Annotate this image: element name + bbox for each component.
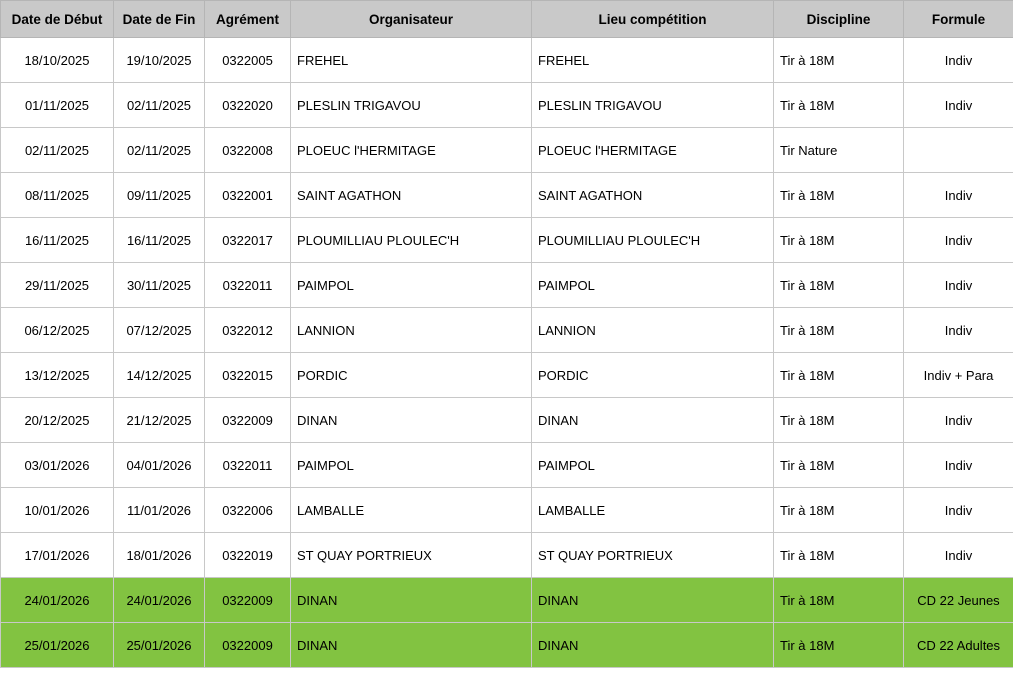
- cell-formule: Indiv: [904, 443, 1013, 488]
- table-row[interactable]: [1, 263, 1013, 308]
- table-row[interactable]: [1, 398, 1013, 443]
- cell-discipline: Tir à 18M: [774, 308, 904, 353]
- cell-agrement: 0322020: [205, 83, 291, 128]
- cell-agrement: 0322019: [205, 533, 291, 578]
- table-row[interactable]: [1, 623, 1013, 668]
- cell-date_debut: 06/12/2025: [1, 308, 114, 353]
- cell-date_debut: 01/11/2025: [1, 83, 114, 128]
- table-row[interactable]: [1, 218, 1013, 263]
- cell-organisateur: DINAN: [291, 398, 532, 443]
- column-header-discipline[interactable]: Discipline: [774, 1, 904, 38]
- table-body: [1, 38, 1013, 668]
- cell-date_fin: 04/01/2026: [114, 443, 205, 488]
- cell-organisateur: ST QUAY PORTRIEUX: [291, 533, 532, 578]
- cell-lieu: PLOEUC l'HERMITAGE: [532, 128, 774, 173]
- cell-agrement: 0322017: [205, 218, 291, 263]
- table-header-row: [1, 1, 1013, 38]
- table-row[interactable]: [1, 38, 1013, 83]
- cell-agrement: 0322009: [205, 578, 291, 623]
- cell-lieu: PLESLIN TRIGAVOU: [532, 83, 774, 128]
- cell-organisateur: LANNION: [291, 308, 532, 353]
- cell-agrement: 0322005: [205, 38, 291, 83]
- cell-agrement: 0322012: [205, 308, 291, 353]
- table-row[interactable]: [1, 488, 1013, 533]
- table-row[interactable]: [1, 308, 1013, 353]
- table-row[interactable]: [1, 83, 1013, 128]
- cell-date_fin: 24/01/2026: [114, 578, 205, 623]
- cell-agrement: 0322006: [205, 488, 291, 533]
- cell-discipline: Tir à 18M: [774, 623, 904, 668]
- cell-date_debut: 29/11/2025: [1, 263, 114, 308]
- cell-formule: [904, 128, 1013, 173]
- cell-date_debut: 20/12/2025: [1, 398, 114, 443]
- cell-discipline: Tir à 18M: [774, 398, 904, 443]
- cell-formule: Indiv: [904, 533, 1013, 578]
- cell-lieu: PAIMPOL: [532, 263, 774, 308]
- cell-date_fin: 02/11/2025: [114, 83, 205, 128]
- cell-date_fin: 07/12/2025: [114, 308, 205, 353]
- cell-date_debut: 17/01/2026: [1, 533, 114, 578]
- cell-formule: Indiv: [904, 218, 1013, 263]
- cell-lieu: PLOUMILLIAU PLOULEC'H: [532, 218, 774, 263]
- cell-organisateur: SAINT AGATHON: [291, 173, 532, 218]
- cell-agrement: 0322008: [205, 128, 291, 173]
- cell-date_fin: 18/01/2026: [114, 533, 205, 578]
- cell-date_debut: 25/01/2026: [1, 623, 114, 668]
- cell-organisateur: LAMBALLE: [291, 488, 532, 533]
- cell-formule: CD 22 Adultes: [904, 623, 1013, 668]
- column-header-organisateur[interactable]: Organisateur: [291, 1, 532, 38]
- cell-discipline: Tir à 18M: [774, 263, 904, 308]
- cell-discipline: Tir à 18M: [774, 38, 904, 83]
- table-header: [1, 1, 1013, 38]
- cell-lieu: DINAN: [532, 578, 774, 623]
- cell-discipline: Tir à 18M: [774, 533, 904, 578]
- column-header-date-fin[interactable]: Date de Fin: [114, 1, 205, 38]
- cell-formule: Indiv: [904, 263, 1013, 308]
- cell-discipline: Tir à 18M: [774, 578, 904, 623]
- cell-discipline: Tir à 18M: [774, 488, 904, 533]
- cell-lieu: SAINT AGATHON: [532, 173, 774, 218]
- cell-agrement: 0322009: [205, 623, 291, 668]
- cell-date_fin: 11/01/2026: [114, 488, 205, 533]
- column-header-formule[interactable]: Formule: [904, 1, 1013, 38]
- cell-lieu: FREHEL: [532, 38, 774, 83]
- cell-date_fin: 02/11/2025: [114, 128, 205, 173]
- cell-discipline: Tir à 18M: [774, 83, 904, 128]
- cell-date_debut: 03/01/2026: [1, 443, 114, 488]
- cell-date_fin: 30/11/2025: [114, 263, 205, 308]
- table-row[interactable]: [1, 173, 1013, 218]
- cell-lieu: LANNION: [532, 308, 774, 353]
- cell-organisateur: PLOEUC l'HERMITAGE: [291, 128, 532, 173]
- cell-organisateur: PORDIC: [291, 353, 532, 398]
- cell-date_debut: 18/10/2025: [1, 38, 114, 83]
- cell-date_fin: 14/12/2025: [114, 353, 205, 398]
- cell-agrement: 0322015: [205, 353, 291, 398]
- cell-date_debut: 10/01/2026: [1, 488, 114, 533]
- cell-organisateur: PLOUMILLIAU PLOULEC'H: [291, 218, 532, 263]
- cell-date_fin: 25/01/2026: [114, 623, 205, 668]
- cell-formule: Indiv: [904, 83, 1013, 128]
- table-row[interactable]: [1, 578, 1013, 623]
- cell-organisateur: DINAN: [291, 623, 532, 668]
- cell-date_fin: 21/12/2025: [114, 398, 205, 443]
- cell-lieu: ST QUAY PORTRIEUX: [532, 533, 774, 578]
- cell-lieu: PORDIC: [532, 353, 774, 398]
- cell-agrement: 0322011: [205, 263, 291, 308]
- cell-discipline: Tir à 18M: [774, 353, 904, 398]
- cell-date_debut: 13/12/2025: [1, 353, 114, 398]
- cell-discipline: Tir à 18M: [774, 443, 904, 488]
- cell-formule: Indiv: [904, 308, 1013, 353]
- cell-discipline: Tir Nature: [774, 128, 904, 173]
- cell-date_debut: 24/01/2026: [1, 578, 114, 623]
- cell-lieu: LAMBALLE: [532, 488, 774, 533]
- cell-date_fin: 19/10/2025: [114, 38, 205, 83]
- cell-discipline: Tir à 18M: [774, 173, 904, 218]
- cell-formule: Indiv + Para: [904, 353, 1013, 398]
- cell-organisateur: PAIMPOL: [291, 263, 532, 308]
- cell-date_fin: 16/11/2025: [114, 218, 205, 263]
- cell-formule: Indiv: [904, 488, 1013, 533]
- cell-agrement: 0322001: [205, 173, 291, 218]
- column-header-agrement[interactable]: Agrément: [205, 1, 291, 38]
- cell-organisateur: PLESLIN TRIGAVOU: [291, 83, 532, 128]
- cell-formule: Indiv: [904, 38, 1013, 83]
- cell-lieu: DINAN: [532, 623, 774, 668]
- table-row[interactable]: [1, 353, 1013, 398]
- cell-organisateur: PAIMPOL: [291, 443, 532, 488]
- cell-organisateur: FREHEL: [291, 38, 532, 83]
- table-row[interactable]: [1, 128, 1013, 173]
- column-header-date-debut[interactable]: Date de Début: [1, 1, 114, 38]
- cell-agrement: 0322011: [205, 443, 291, 488]
- cell-date_debut: 16/11/2025: [1, 218, 114, 263]
- cell-formule: Indiv: [904, 173, 1013, 218]
- cell-agrement: 0322009: [205, 398, 291, 443]
- cell-discipline: Tir à 18M: [774, 218, 904, 263]
- cell-date_debut: 08/11/2025: [1, 173, 114, 218]
- cell-formule: CD 22 Jeunes: [904, 578, 1013, 623]
- cell-lieu: PAIMPOL: [532, 443, 774, 488]
- column-header-lieu-competition[interactable]: Lieu compétition: [532, 1, 774, 38]
- cell-organisateur: DINAN: [291, 578, 532, 623]
- cell-date_debut: 02/11/2025: [1, 128, 114, 173]
- cell-date_fin: 09/11/2025: [114, 173, 205, 218]
- table-row[interactable]: [1, 533, 1013, 578]
- cell-lieu: DINAN: [532, 398, 774, 443]
- cell-formule: Indiv: [904, 398, 1013, 443]
- table-row[interactable]: [1, 443, 1013, 488]
